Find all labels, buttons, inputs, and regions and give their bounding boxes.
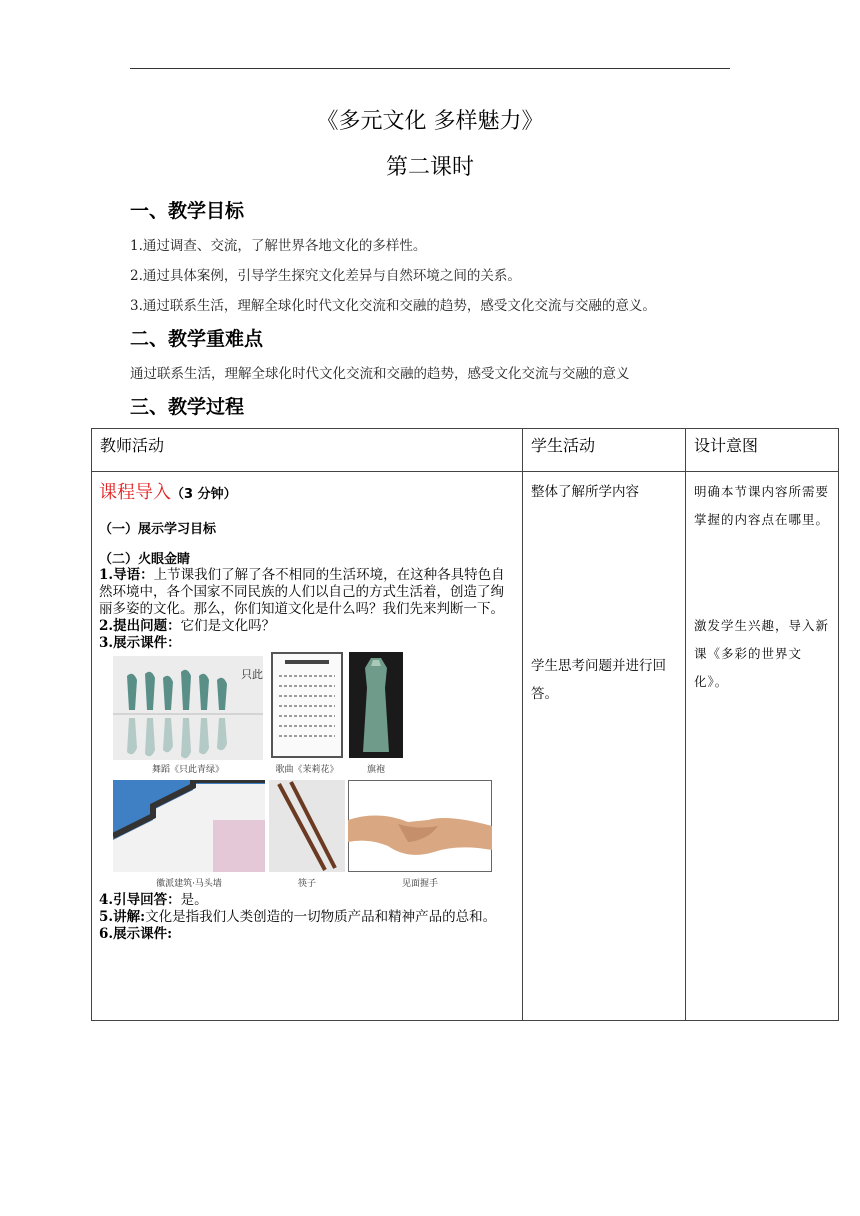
design-intent-1: 明确本节课内容所需要掌握的内容点在哪里。: [694, 484, 830, 527]
objective-2: 2.通过具体案例，引导学生探究文化差异与自然环境之间的关系。: [130, 268, 521, 284]
lesson-table: [91, 428, 839, 1021]
section-heading-process: 三、教学过程: [130, 396, 245, 418]
doc-title: 《多元文化 多样魅力》: [316, 109, 544, 134]
paragraph-show-slides: 3.展示课件：: [99, 635, 181, 651]
section-title-label: 课程导入: [99, 482, 171, 503]
architecture-image: [113, 780, 265, 872]
slide-images: [99, 652, 515, 982]
svg-text:只此: 只此: [241, 668, 263, 681]
caption-song: 歌曲《茉莉花》: [275, 765, 339, 775]
paragraph-intro: 1.导语：上节课我们了解了各不相同的生活环境，在这种各具特色自然环境中，各个国家不同民族的人们以自己的方式生活着，创造了绚丽多姿的文化。那么，你们知道文化是什么吗？我们先来判断一下。: [99, 567, 505, 617]
caption-qipao: 旗袍: [366, 765, 385, 775]
table-row: [92, 472, 839, 1021]
paragraph-answer: 4.引导回答：是。: [99, 892, 208, 908]
design-intent-2: 激发学生兴趣，导入新课《多彩的世界文化》。: [694, 618, 830, 689]
dance-image: [113, 656, 263, 760]
section-heading-objectives: 一、教学目标: [130, 200, 245, 222]
section-title: [99, 478, 515, 504]
section-time: （3 分钟）: [171, 487, 237, 502]
caption-architecture: 徽派建筑·马头墙: [156, 879, 222, 889]
design-intent-cell: [686, 472, 839, 1021]
student-activity-2: 学生思考问题并进行回答。: [531, 658, 666, 702]
qipao-image: [349, 652, 403, 758]
header-student: 学生活动: [523, 429, 686, 472]
student-activity-cell: [523, 472, 686, 1021]
header-rule: [130, 68, 730, 69]
sub-heading-1: （一）展示学习目标: [99, 522, 217, 537]
caption-dance: 舞蹈《只此青绿》: [151, 765, 224, 775]
objective-1: 1.通过调查、交流，了解世界各地文化的多样性。: [130, 238, 427, 254]
teacher-activity-cell: [92, 472, 523, 1021]
caption-handshake: 见面握手: [401, 879, 438, 889]
header-intent: 设计意图: [686, 429, 839, 472]
paragraph-show-slides-2: 6.展示课件:: [99, 926, 173, 942]
caption-chopsticks: 筷子: [297, 879, 316, 889]
section-heading-keypoints: 二、教学重难点: [130, 328, 264, 350]
handshake-image: [348, 780, 492, 872]
music-sheet-image: [271, 652, 343, 758]
student-activity-1: 整体了解所学内容: [531, 484, 639, 500]
doc-subtitle: 第二课时: [385, 155, 474, 180]
objective-3: 3.通过联系生活，理解全球化时代文化交流和交融的趋势，感受文化交流与交融的意义。: [130, 298, 656, 314]
table-header-row: [92, 429, 839, 472]
paragraph-question: 2.提出问题：它们是文化吗？: [99, 618, 276, 634]
sub-heading-2: （二）火眼金睛: [99, 552, 191, 567]
key-point-text: 通过联系生活，理解全球化时代文化交流和交融的趋势，感受文化交流与交融的意义: [130, 366, 630, 382]
header-teacher: 教师活动: [92, 429, 523, 472]
chopsticks-image: [269, 780, 345, 872]
paragraph-explain: 5.讲解:文化是指我们人类创造的一切物质产品和精神产品的总和。: [99, 909, 497, 925]
